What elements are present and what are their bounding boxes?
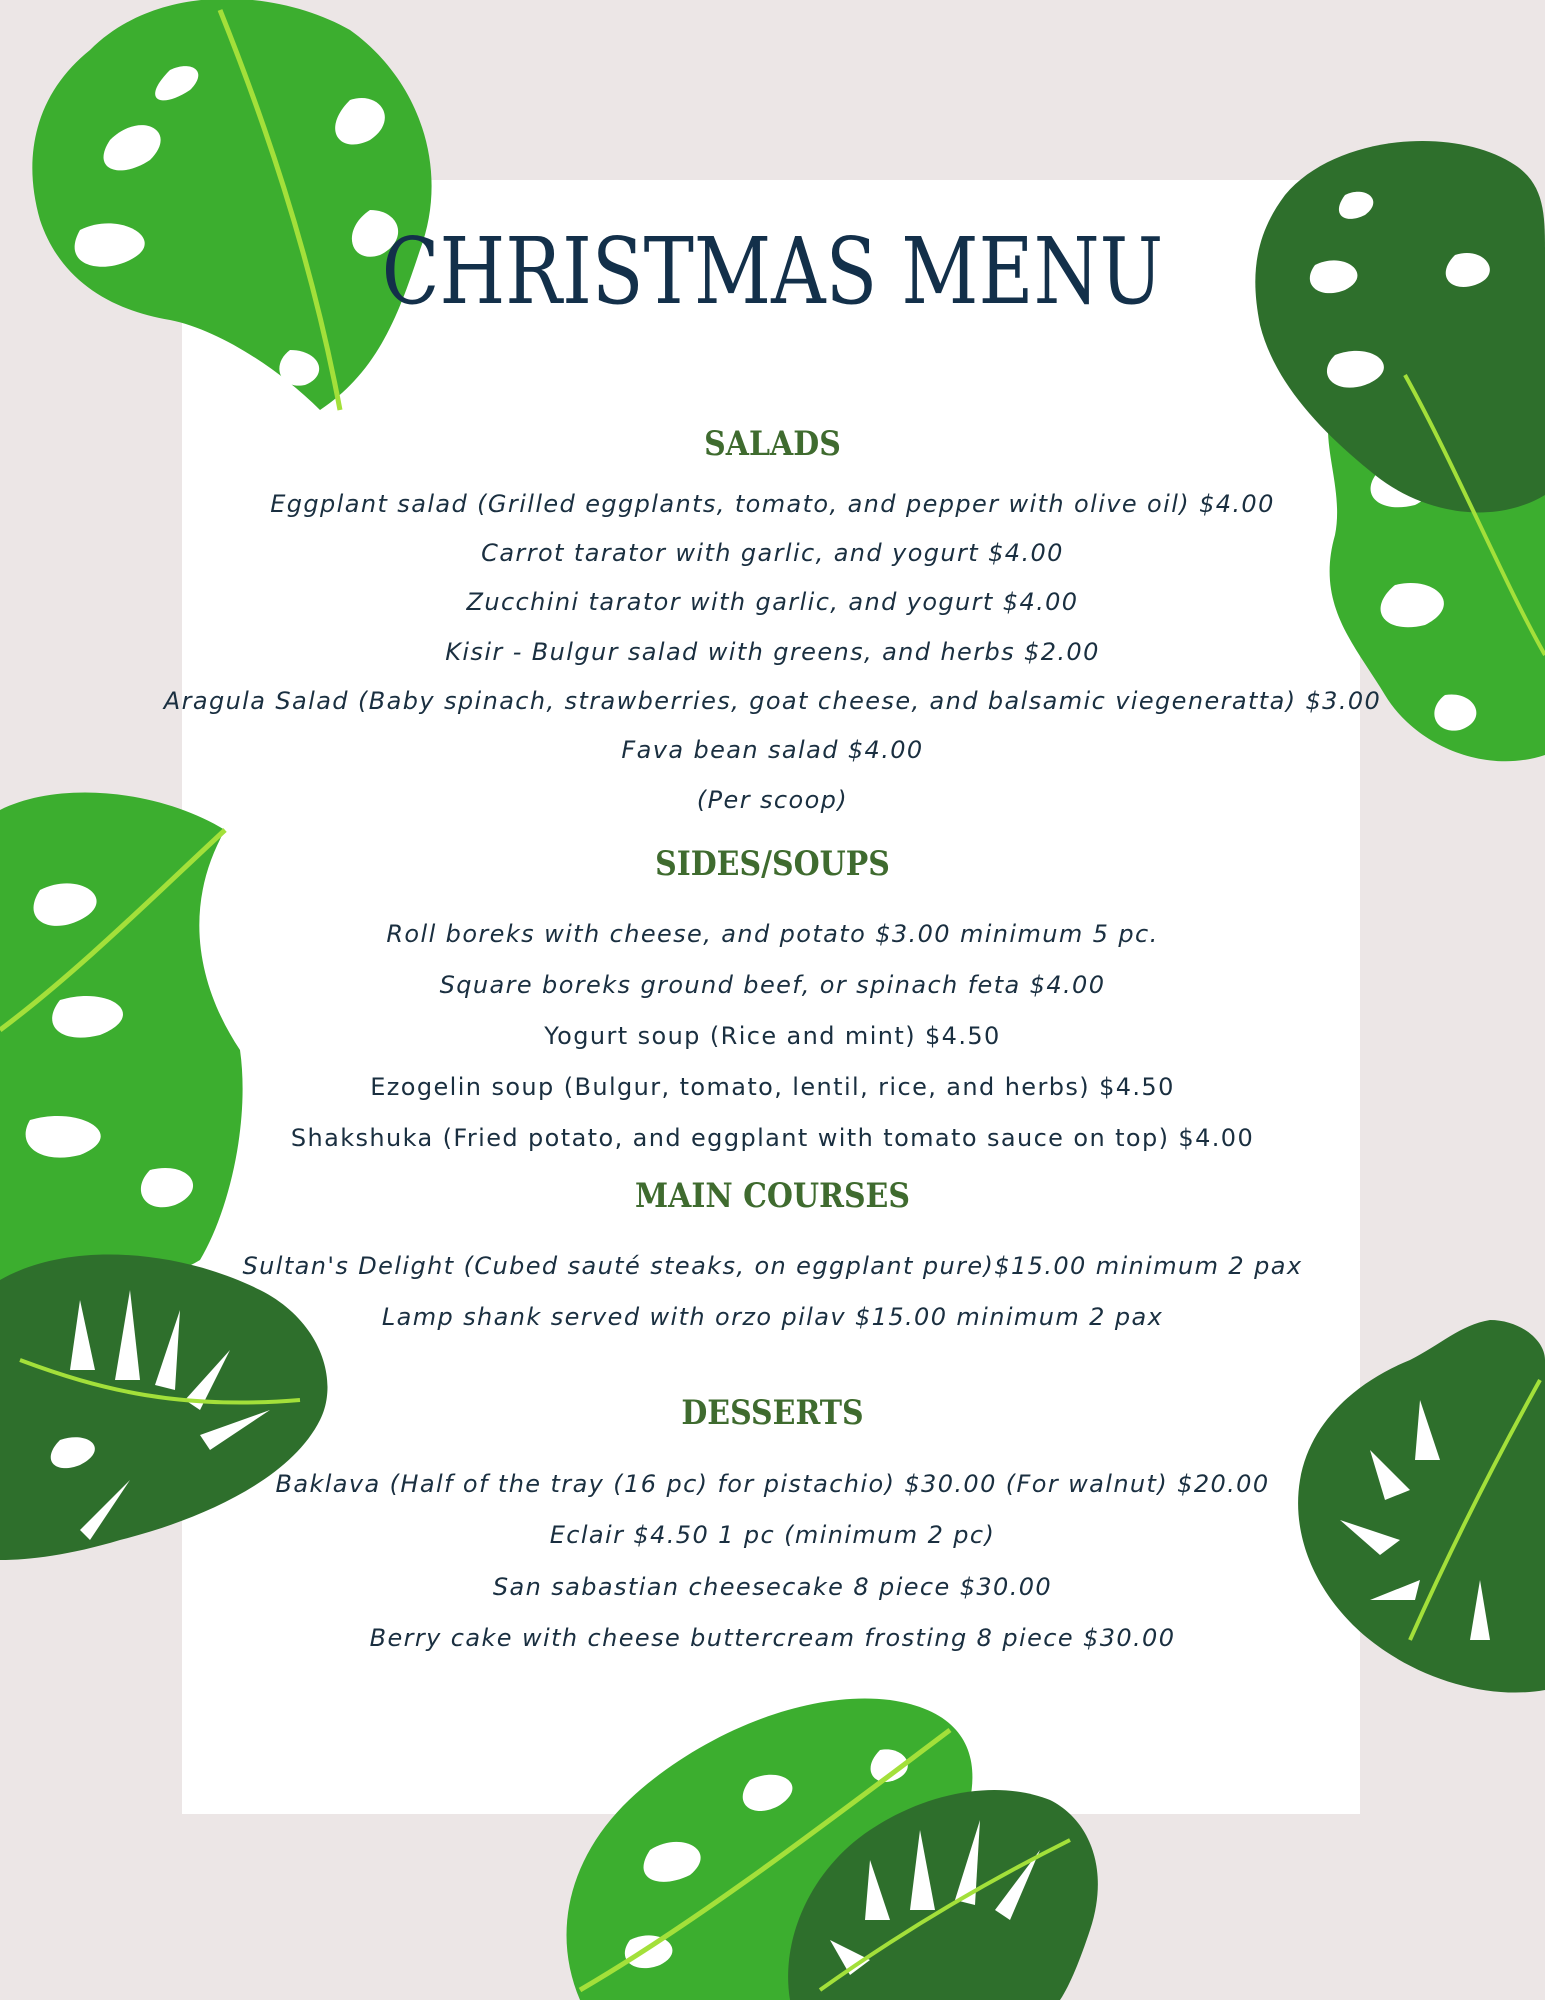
menu-item: Baklava (Half of the tray (16 pc) for pistachio) $30.00 (For walnut) $20.00 bbox=[275, 1470, 1270, 1498]
menu-item: Shakshuka (Fried potato, and eggplant with tomato sauce on top) $4.00 bbox=[290, 1124, 1255, 1152]
menu-item: Zucchini tarator with garlic, and yogurt $4.00 bbox=[466, 588, 1079, 616]
menu-item: Berry cake with cheese buttercream frosting 8 piece $30.00 bbox=[369, 1624, 1176, 1652]
menu-item: Roll boreks with cheese, and potato $3.00 minimum 5 pc. bbox=[386, 920, 1159, 948]
menu-item: Yogurt soup (Rice and mint) $4.50 bbox=[544, 1022, 1001, 1050]
section-heading-desserts: DESSERTS bbox=[681, 1393, 864, 1433]
menu-item: Eggplant salad (Grilled eggplants, tomato, and pepper with olive oil) $4.00 bbox=[270, 490, 1275, 518]
section-heading-main-courses: MAIN COURSES bbox=[635, 1176, 910, 1216]
menu-item: Fava bean salad $4.00 bbox=[621, 736, 924, 764]
section-heading-salads: SALADS bbox=[704, 424, 841, 464]
menu-title: CHRISTMAS MENU bbox=[381, 218, 1164, 325]
menu-item: Square boreks ground beef, or spinach feta $4.00 bbox=[439, 971, 1106, 999]
menu-item-note: (Per scoop) bbox=[696, 786, 849, 814]
menu-item: Sultan's Delight (Cubed sauté steaks, on eggplant pure)$15.00 minimum 2 pax bbox=[242, 1252, 1303, 1280]
menu-item: Ezogelin soup (Bulgur, tomato, lentil, rice, and herbs) $4.50 bbox=[370, 1073, 1175, 1101]
menu-item: San sabastian cheesecake 8 piece $30.00 bbox=[492, 1573, 1053, 1601]
menu-item: Carrot tarator with garlic, and yogurt $4.00 bbox=[481, 539, 1064, 567]
menu-item: Aragula Salad (Baby spinach, strawberries, goat cheese, and balsamic viegeneratta) $3.00 bbox=[163, 687, 1382, 715]
section-heading-sides-soups: SIDES/SOUPS bbox=[655, 844, 890, 884]
menu-item: Lamp shank served with orzo pilav $15.00 minimum 2 pax bbox=[381, 1303, 1164, 1331]
menu-item: Kisir - Bulgur salad with greens, and herbs $2.00 bbox=[445, 638, 1100, 666]
menu-item: Eclair $4.50 1 pc (minimum 2 pc) bbox=[549, 1521, 996, 1549]
